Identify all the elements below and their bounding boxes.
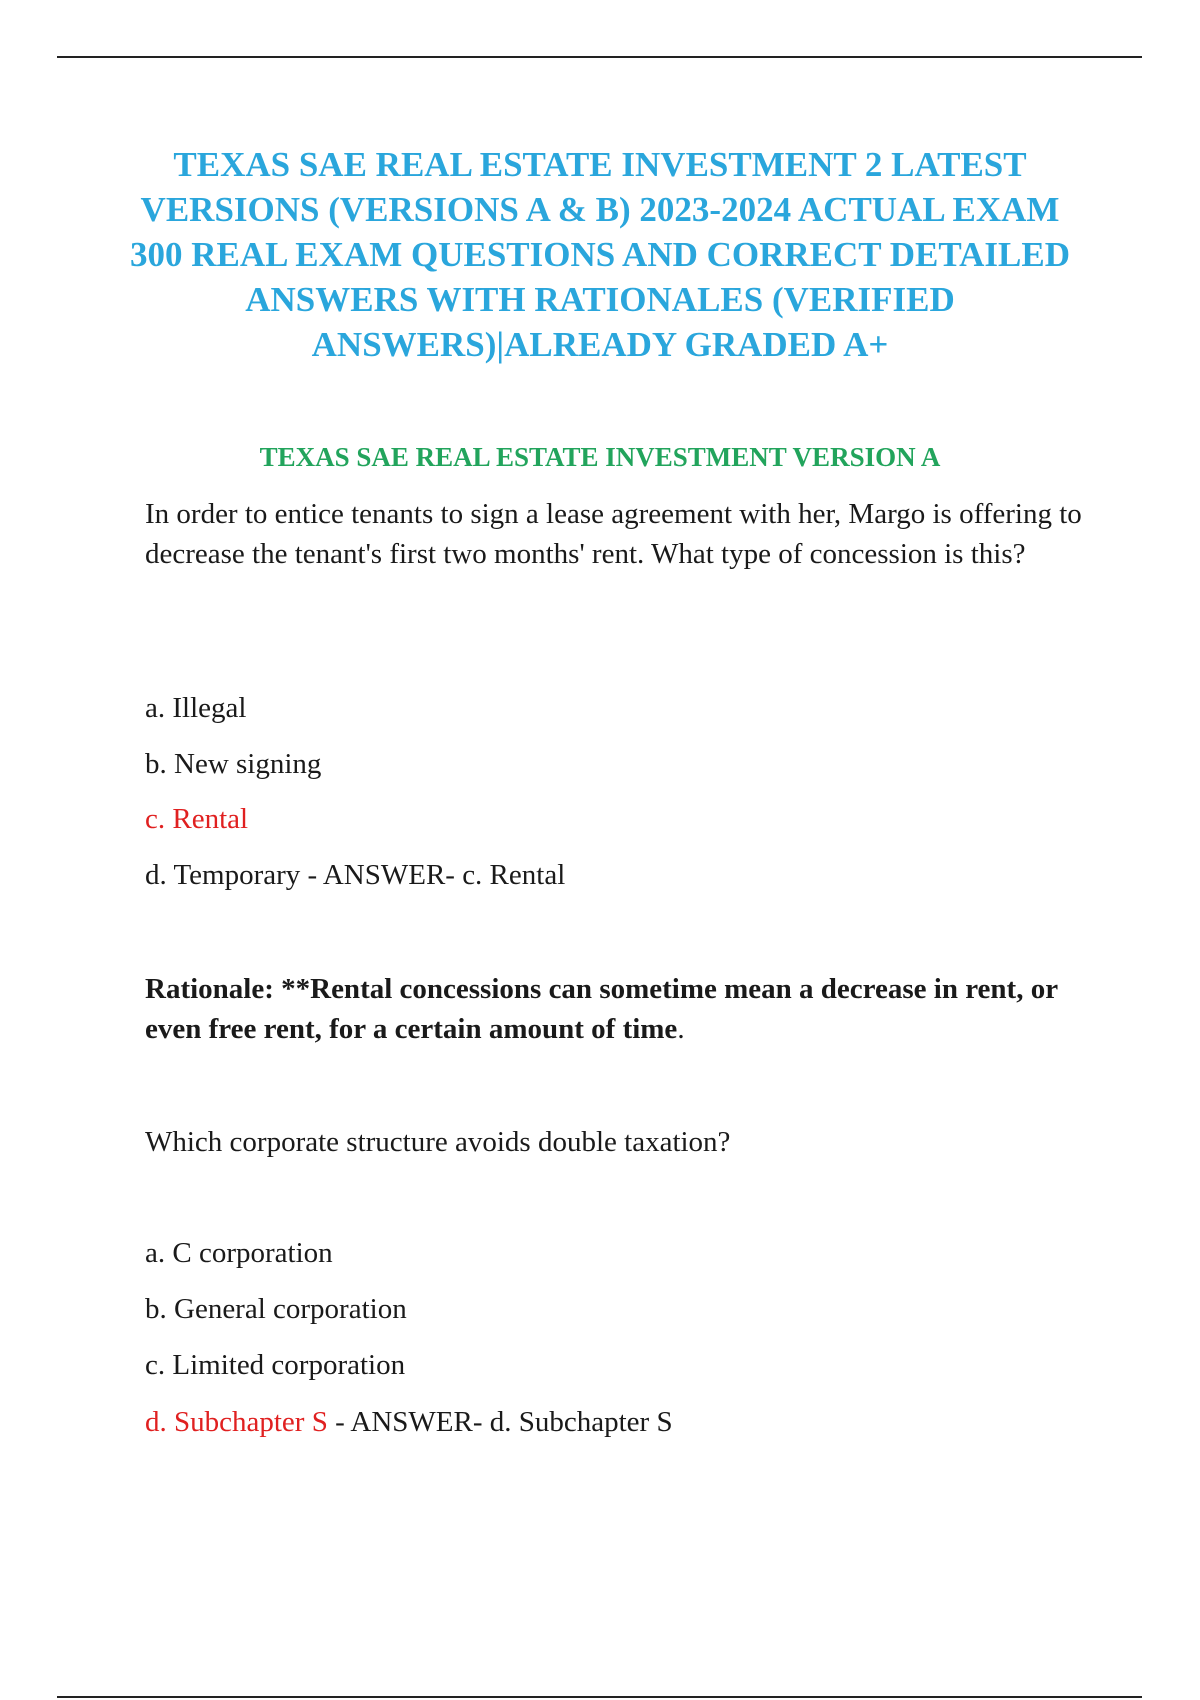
question-2-text: Which corporate structure avoids double taxation? (145, 1126, 731, 1158)
question-1-option-d-answer: d. Temporary - ANSWER- c. Rental (145, 859, 566, 891)
question-1-option-b: b. New signing (145, 748, 322, 780)
question-2-option-c: c. Limited corporation (145, 1349, 406, 1381)
question-1-option-a: a. Illegal (145, 692, 247, 724)
question-2-option-b: b. General corporation (145, 1293, 407, 1325)
question-2-option-d-answer (145, 1402, 1085, 1442)
rationale-text: Rationale: **Rental concessions can sometime mean a decrease in rent, or even free rent, for a certain amount of time (145, 973, 1058, 1045)
question-1-text: In order to entice tenants to sign a lease agreement with her, Margo is offering to decrease the tenant's first two months' rent. What type of concession is this? (145, 498, 1082, 570)
question-2-option-d-highlighted: d. Subchapter S (145, 1406, 328, 1438)
bottom-rule (57, 1696, 1142, 1698)
top-rule (57, 56, 1142, 58)
rationale-period: . (677, 1013, 685, 1045)
question-2-answer-text: - ANSWER- d. Subchapter S (327, 1406, 673, 1438)
document-title: TEXAS SAE REAL ESTATE INVESTMENT 2 LATEST VERSIONS (VERSIONS A & B) 2023-2024 ACTUAL EXAM 300 REAL EXAM QUESTIONS AND CORRECT DETAILED ANSWERS WITH RATIONALES (VERIFIED ANSWERS)|ALREADY GRADED A+ (130, 145, 1070, 364)
question-2-option-a: a. C corporation (145, 1237, 333, 1269)
question-1-rationale (145, 969, 1085, 1049)
section-heading: TEXAS SAE REAL ESTATE INVESTMENT VERSION A (259, 442, 941, 472)
question-1-option-c-highlighted: c. Rental (145, 803, 249, 835)
